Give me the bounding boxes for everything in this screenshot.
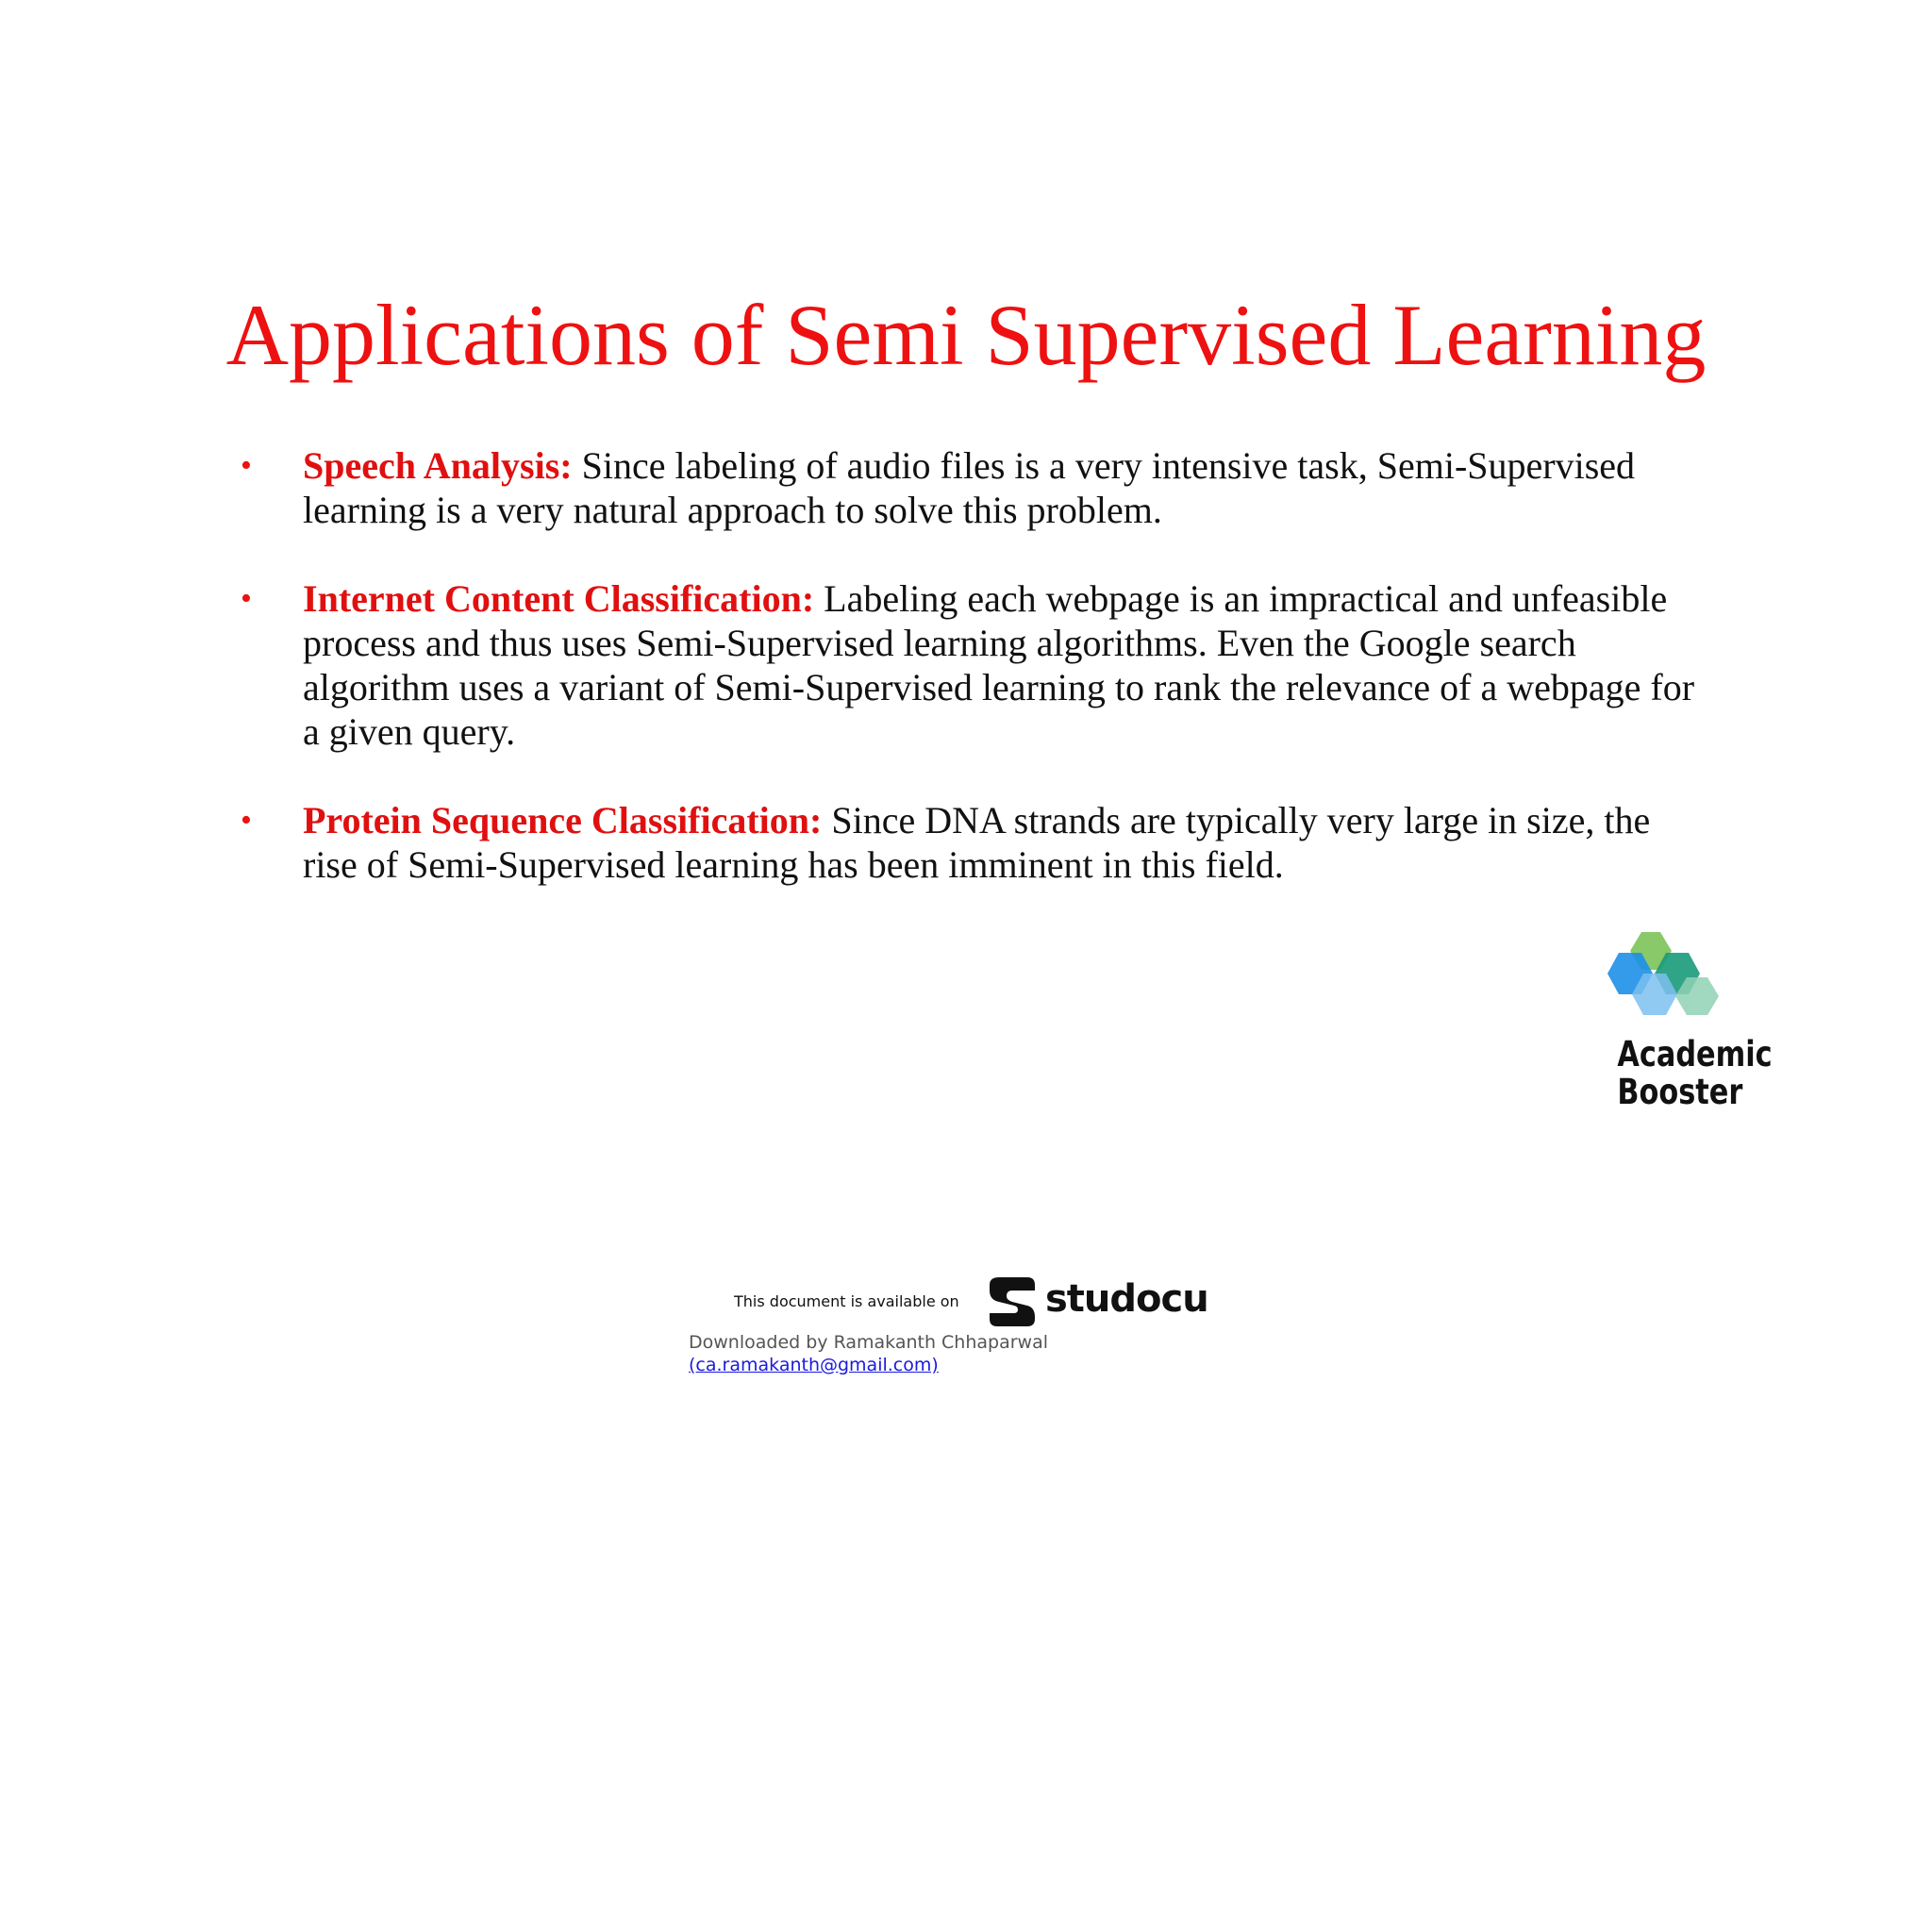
bullet-list — [241, 443, 1712, 931]
bullet-item-internet-content — [241, 576, 1712, 754]
bullet-dot: • — [241, 448, 252, 483]
slide-title: Applications of Semi Supervised Learning — [225, 287, 1707, 383]
studocu-logo-icon — [986, 1274, 1039, 1330]
bullet-term: Protein Sequence Classification: — [303, 799, 823, 841]
bullet-dot: • — [241, 581, 252, 616]
studocu-footer — [689, 1274, 1255, 1387]
bullet-dot: • — [241, 803, 252, 838]
bullet-item-speech-analysis — [241, 443, 1712, 532]
available-on-text: This document is available on — [734, 1292, 959, 1310]
downloaded-by-text: Downloaded by Ramakanth Chhaparwal — [689, 1332, 1049, 1353]
bullet-text: Labeling each webpage is an impractical and unfeasible process and thus uses Semi-Supervised learning algorithms. Even the Google search algorithm uses a variant of Semi-Supervised learning to rank the relevance of a webpage for a given query. — [303, 577, 1695, 753]
bullet-text: Since DNA strands are typically very large in size, the rise of Semi-Supervised learning has been imminent in this field. — [303, 799, 1651, 886]
bullet-text: Since labeling of audio files is a very intensive task, Semi-Supervised learning is a very natural approach to solve this problem. — [303, 444, 1636, 531]
academic-booster-logo — [1604, 932, 1773, 1121]
bullet-item-protein-sequence — [241, 798, 1712, 887]
studocu-wordmark: studocu — [1045, 1277, 1208, 1321]
academic-booster-hexagon-icon — [1604, 932, 1755, 1036]
academic-booster-wordmark — [1617, 1034, 1773, 1112]
bullet-term: Speech Analysis: — [303, 444, 573, 487]
email-link[interactable]: (ca.ramakanth@gmail.com) — [689, 1355, 939, 1375]
logo-line-booster: Booster — [1617, 1072, 1743, 1112]
bullet-term: Internet Content Classification: — [303, 577, 815, 620]
logo-line-academic: Academic — [1617, 1034, 1773, 1074]
